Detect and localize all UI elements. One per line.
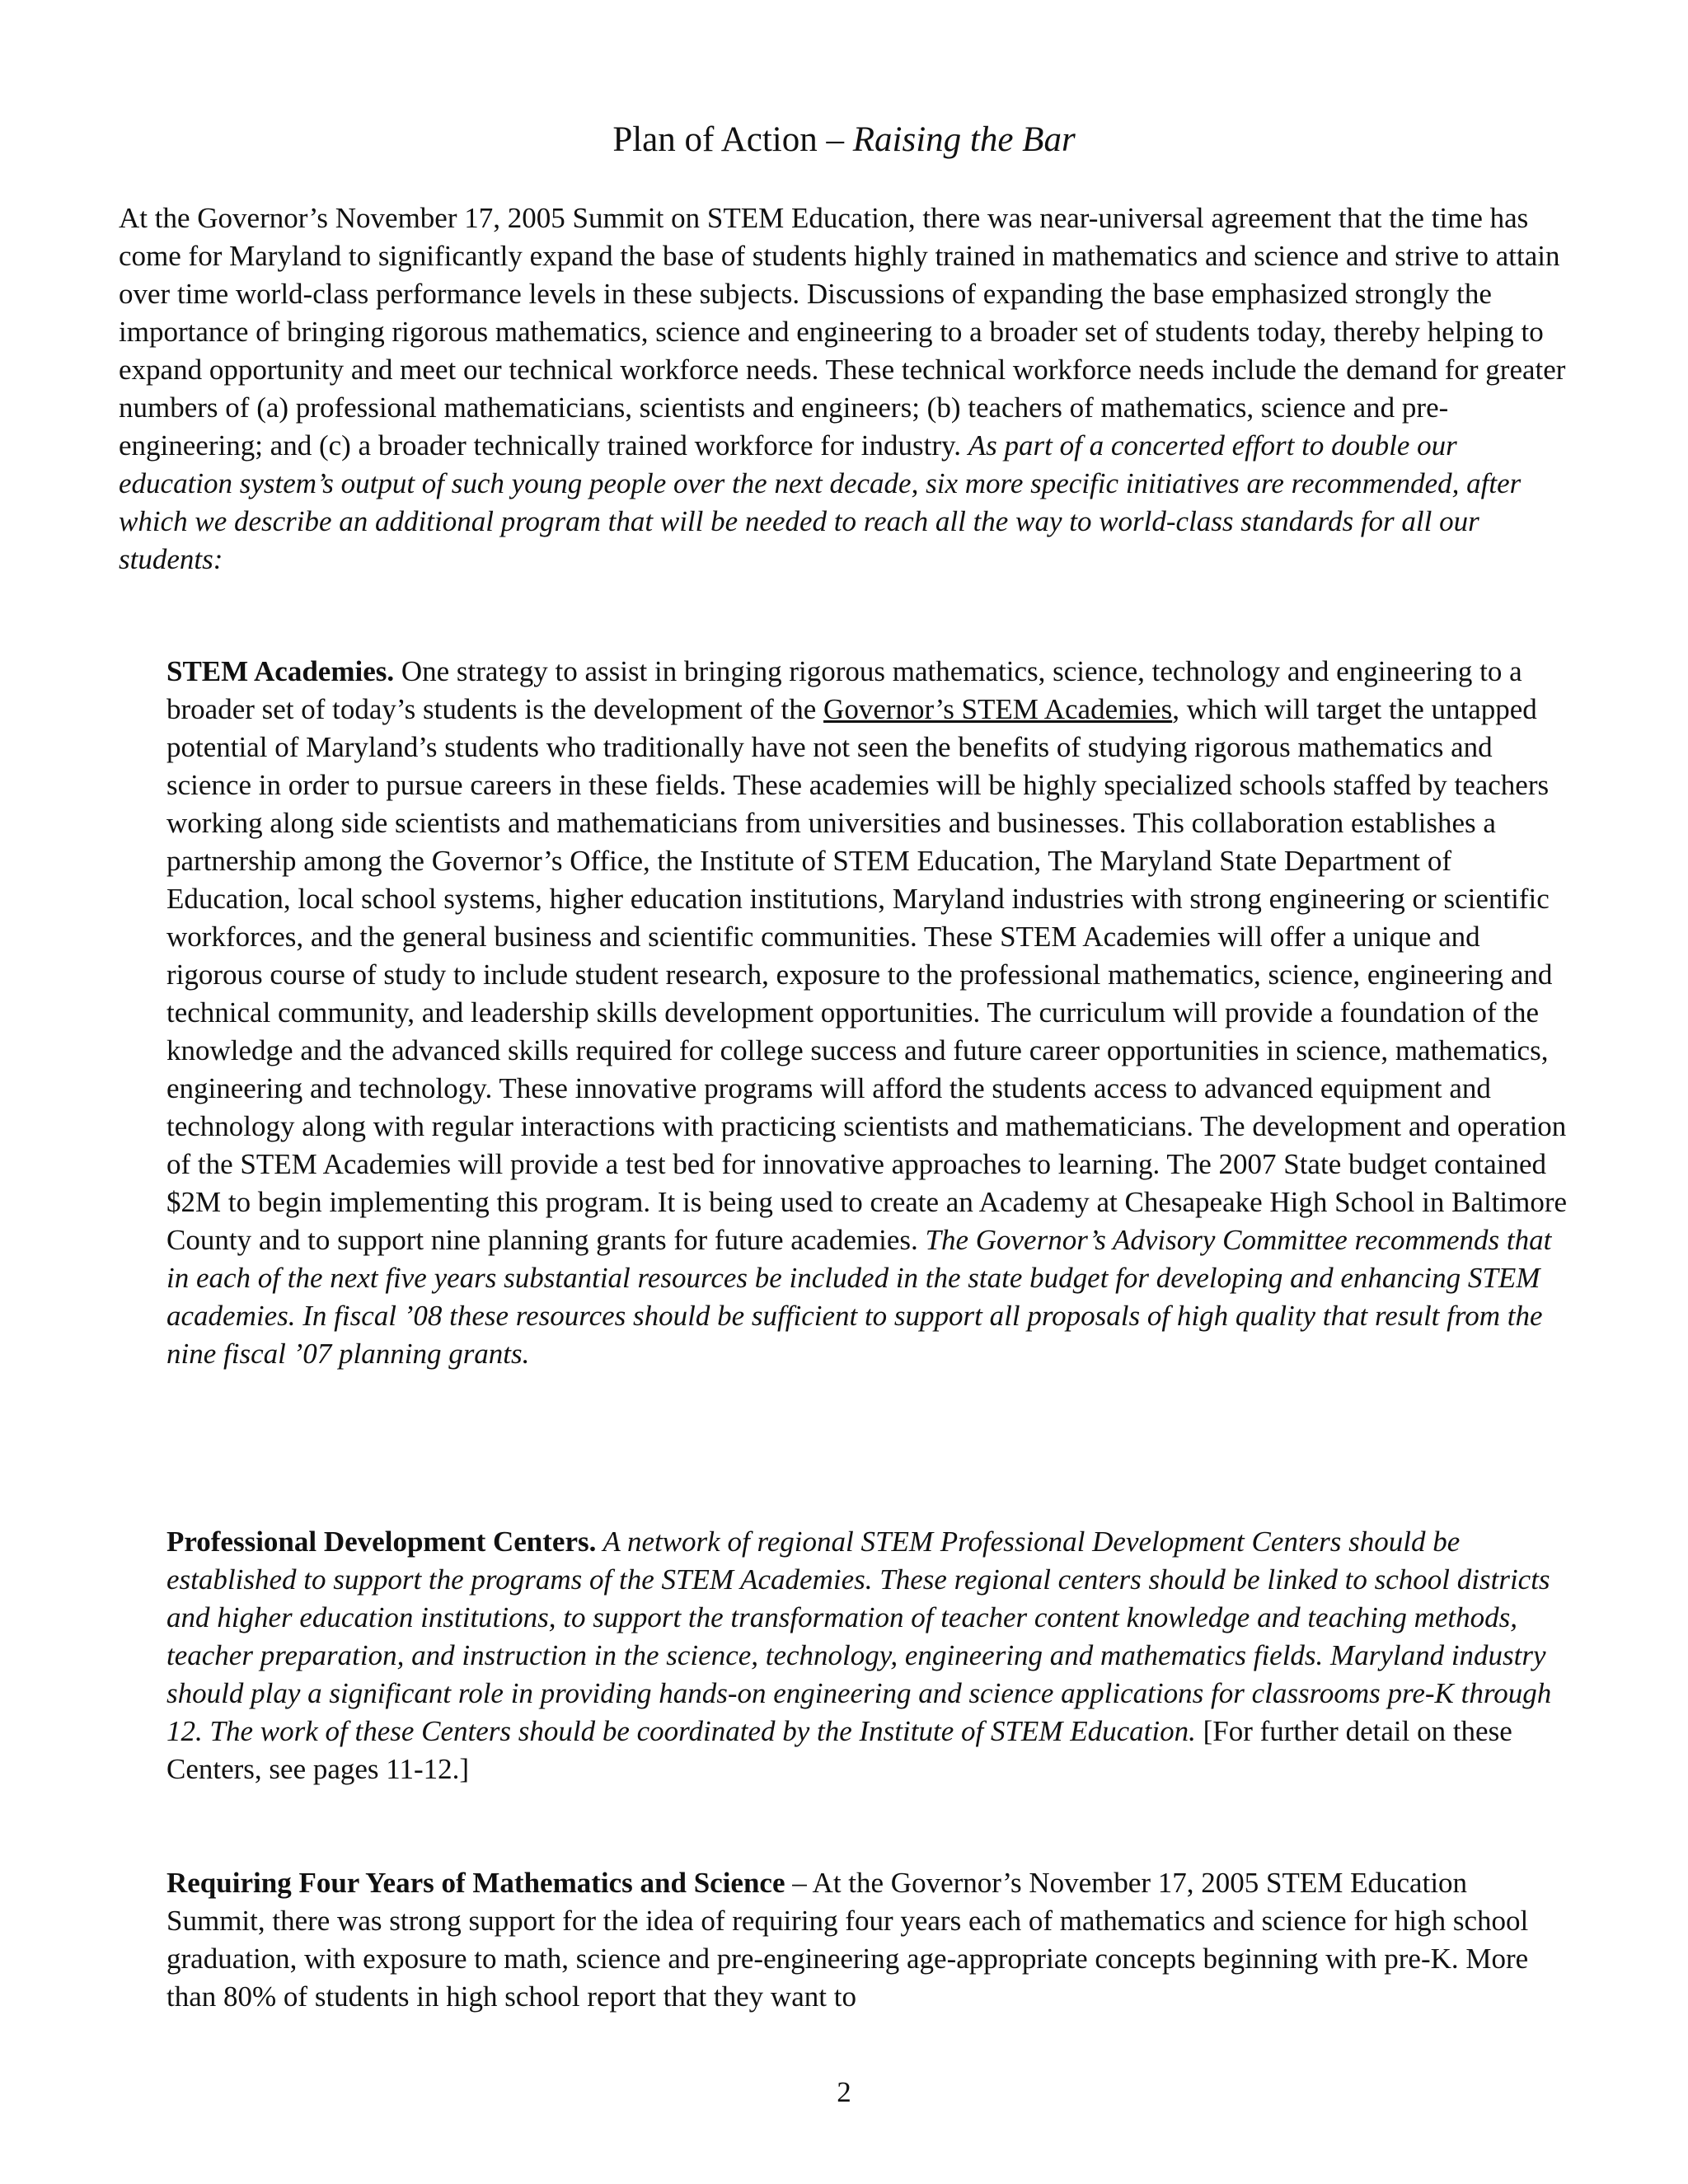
governors-stem-academies-link[interactable]: Governor’s STEM Academies <box>823 693 1173 725</box>
stem-academies-text-after-link: , which will target the untapped potential of Maryland’s students who traditionally have not seen the benefits of studying rigorous mathematics and science in order to pursue careers in these fields. These academies will be highly specialized schools staffed by teachers working along side scientists and mathematicians from universities and businesses. This collaboration establishes a partnership among the Governor’s Office, the Institute of STEM Education, The Maryland State Department of Education, local school systems, higher education institutions, Maryland industries with strong engineering or scientific workforces, and the general business and scientific communities. These STEM Academies will offer a unique and rigorous course of study to include student research, exposure to the professional mathematics, science, engineering and technical community, and leadership skills development opportunities. The curriculum will provide a foundation of the knowledge and the advanced skills required for college success and future career opportunities in science, mathematics, engineering and technology. These innovative programs will afford the students access to advanced equipment and technology along with regular interactions with practicing scientists and mathematicians. The development and operation of the STEM Academies will provide a test bed for innovative approaches to learning. The 2007 State budget contained $2M to begin implementing this program. It is being used to create an Academy at Chesapeake High School in Baltimore County and to support nine planning grants for future academies. <box>166 693 1568 1256</box>
stem-academies-text-before-link: One strategy to assist in bringing rigorous mathematics, science, technology and engineering to a broader set of today’s students is the development of the <box>166 655 1522 725</box>
stem-academies-section <box>166 653 1569 1373</box>
stem-academies-recommendation: The Governor’s Advisory Committee recommends that in each of the next five years substantial resources be included in the state budget for developing and enhancing STEM academies. In fiscal ’08 these resources should be sufficient to support all proposals of high quality that result from the nine fiscal ’07 planning grants. <box>166 1224 1552 1370</box>
professional-development-heading: Professional Development Centers. <box>166 1526 597 1558</box>
title-main: Plan of Action – <box>612 120 853 159</box>
title-italic: Raising the Bar <box>852 120 1076 159</box>
professional-development-section <box>166 1523 1569 1788</box>
intro-paragraph <box>119 199 1569 579</box>
intro-text: At the Governor’s November 17, 2005 Summit on STEM Education, there was near-universal agreement that the time has come for Maryland to significantly expand the base of students highly trained in mathematics and science and strive to attain over time world-class performance levels in these subjects. Discussions of expanding the base emphasized strongly the importance of bringing rigorous mathematics, science and engineering to a broader set of students today, thereby helping to expand opportunity and meet our technical workforce needs. These technical workforce needs include the demand for greater numbers of (a) professional mathematicians, scientists and engineers; (b) teachers of mathematics, science and pre-engineering; and (c) a broader technically trained workforce for industry. <box>119 202 1566 462</box>
professional-development-italic-text: A network of regional STEM Professional Development Centers should be established to support the programs of the STEM Academies. These regional centers should be linked to school districts and higher education institutions, to support the transformation of teacher content knowledge and teaching methods, teacher preparation, and instruction in the science, technology, engineering and mathematics fields. Maryland industry should play a significant role in providing hands-on engineering and science applications for classrooms pre-K through 12. The work of these Centers should be coordinated by the Institute of STEM Education. <box>166 1526 1552 1747</box>
stem-academies-heading: STEM Academies. <box>166 655 395 687</box>
intro-italic-text: As part of a concerted effort to double our education system’s output of such young people over the next decade, six more specific initiatives are recommended, after which we describe an additional program that will be needed to reach all the way to world-class standards for all our students: <box>119 429 1522 575</box>
four-years-section <box>166 1864 1569 2016</box>
four-years-text: – At the Governor’s November 17, 2005 STEM Education Summit, there was strong support for the idea of requiring four years each of mathematics and science for high school graduation, with exposure to math, science and pre-engineering age-appropriate concepts beginning with pre-K. More than 80% of students in high school report that they want to <box>166 1867 1529 2013</box>
professional-development-reference: [For further detail on these Centers, see pages 11-12.] <box>166 1715 1512 1785</box>
page-title <box>0 115 1688 165</box>
page-number: 2 <box>837 2076 851 2108</box>
four-years-heading: Requiring Four Years of Mathematics and Science <box>166 1867 785 1899</box>
